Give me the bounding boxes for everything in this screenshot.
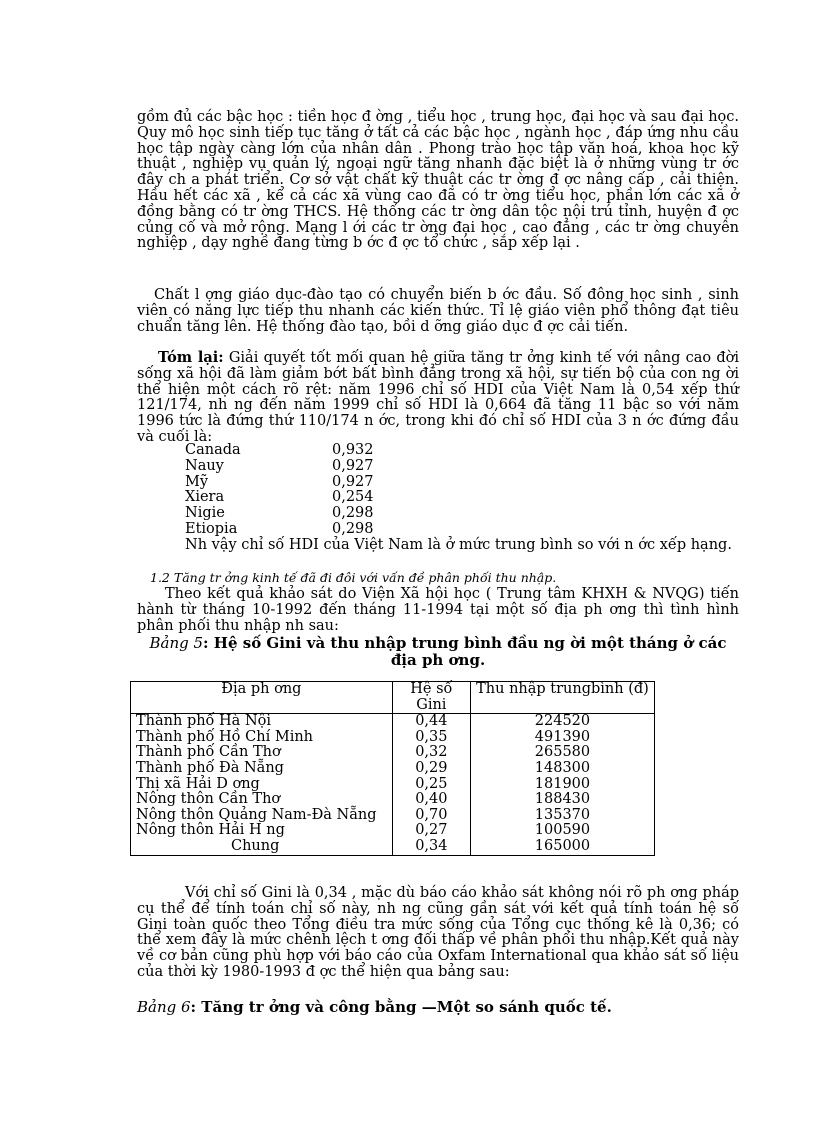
table5-caption-text: : Hệ số Gini và thu nhập trung bình đầu ng ời một tháng ở các địa ph ơng. <box>203 634 727 669</box>
paragraph-education-system: gồm đủ các bậc học : tiền học đ ờng , tiểu học , trung học, đại học và sau đại học. Quy mô học sinh tiếp tục tăng ở tất cả các bậc học , ngành học , đáp ứng nhu cầu học tập ngày càng lớn của nhân dân . Phong trào học tập văn hoá, khoa học kỹ thuật , nghiệp vụ quản lý, ngoại ngữ tăng nhanh đặc biệt là ở những vùng tr ớc đây ch a phát triển. Cơ sở vật chất kỹ thuật các tr ờng đ ợc nâng cấp , cải thiện. Hầu hết các xã , kể cả các xã vùng cao đã có tr ờng tiểu học, phần lớn các xã ở đồng bằng có tr ờng THCS. Hệ thống các tr ờng dân tộc nội trú tỉnh, huyện đ ợc củng cố và mở rộng. Mạng l ới các tr ờng đại học , cao đẳng , các tr ờng chuyên nghiệp , dạy nghề đang từng b ớc đ ợc tổ chức , sắp xếp lại . <box>137 109 739 252</box>
income-cell: 181900 <box>534 775 591 792</box>
hdi-row <box>185 475 374 491</box>
gini-cell: 0,40 <box>415 791 448 808</box>
hdi-row <box>185 443 374 459</box>
hdi-row <box>185 459 374 475</box>
table6-caption-text: : Tăng tr ởng và công bằng —Một so sánh quốc tế. <box>190 998 612 1016</box>
hdi-value: 0,927 <box>332 457 374 474</box>
paragraph-summary <box>137 350 739 446</box>
hdi-country: Nauy <box>185 457 224 474</box>
region-cell: Nông thôn Quảng Nam-Đà Nẵng <box>136 806 377 823</box>
hdi-value: 0,927 <box>332 473 374 490</box>
income-cell: 165000 <box>534 837 591 854</box>
paragraph-gini-analysis: Với chỉ số Gini là 0,34 , mặc dù báo cáo khảo sát không nói rõ ph ơng pháp cụ thể để tính toán chỉ số này, nh ng cũng gần sát với kết quả tính toán hệ số Gini toàn quốc theo Tổng điều tra mức sống của Tổng cục thống kê là 0,36; có thể xem đây là mức chênh lệch t ơng đối thấp về phân phối thu nhập.Kết quả này về cơ bản cũng phù hợp với báo cáo của Oxfam International qua khảo sát số liệu của thời kỳ 1980-1993 đ ợc thể hiện qua bảng sau: <box>137 885 739 980</box>
hdi-value: 0,254 <box>332 489 374 506</box>
gini-cell: 0,25 <box>415 775 448 792</box>
income-cell: 100590 <box>534 822 591 839</box>
income-cell: 224520 <box>534 713 591 730</box>
region-cell: Thị xã Hải D ơng <box>136 775 260 792</box>
paragraph-survey: Theo kết quả khảo sát do Viện Xã hội học ( Trung tâm KHXH & NVQG) tiến hành từ tháng 10-1992 đến tháng 11-1994 tại một số địa ph ơng thì tình hình phân phối thu nhập nh sau: <box>137 586 739 634</box>
hdi-row <box>185 506 374 522</box>
section-heading: 1.2 Tăng tr ởng kinh tế đã đi đôi với vấn đề phân phối thu nhập. <box>150 570 557 585</box>
hdi-country: Etiopia <box>185 520 238 537</box>
region-column <box>131 714 393 855</box>
hdi-country: Nigie <box>185 505 225 522</box>
region-cell: Thành phố Cần Thơ <box>136 744 281 761</box>
income-cell: 188430 <box>534 791 591 808</box>
hdi-country: Canada <box>185 442 241 458</box>
summary-text: Giải quyết tốt mối quan hệ giữa tăng tr ởng kinh tế với nâng cao đời sống xã hội đã làm giảm bớt bất bình đẳng trong xã hội, sự tiến bộ của con ng ời thể hiện một cách rõ rệt: năm 1996 chỉ số HDI của Việt Nam là 0,54 xếp thứ 121/174, nh ng đến năm 1999 chỉ số HDI là 0,664 đã tăng 11 bậc so với năm 1996 tức là đứng thứ 110/174 n ớc, trong khi đó chỉ số HDI của 3 n ớc đứng đầu và cuối là: <box>137 350 739 445</box>
region-cell: Thành phố Hà Nội <box>136 713 271 730</box>
income-cell: 135370 <box>534 806 591 823</box>
hdi-row <box>185 490 374 506</box>
region-cell: Nông thôn Cần Thơ <box>136 791 281 808</box>
hdi-country-list <box>185 443 374 538</box>
table6-caption <box>137 999 612 1016</box>
table5-caption <box>137 635 739 669</box>
hdi-country: Mỹ <box>185 473 209 490</box>
gini-cell: 0,70 <box>415 806 448 823</box>
hdi-value: 0,932 <box>332 442 374 458</box>
hdi-value: 0,298 <box>332 520 374 537</box>
gini-cell: 0,34 <box>415 837 448 854</box>
gini-cell: 0,35 <box>415 728 448 745</box>
paragraph-hdi-conclusion: Nh vậy chỉ số HDI của Việt Nam là ở mức trung bình so với n ớc xếp hạng. <box>185 537 732 553</box>
gini-cell: 0,44 <box>415 713 448 730</box>
gini-cell: 0,32 <box>415 744 448 761</box>
income-cell: 148300 <box>534 759 591 776</box>
income-cell: 491390 <box>534 728 591 745</box>
table6-caption-label: Bảng 6 <box>137 998 191 1016</box>
paragraph-education-quality: Chất l ợng giáo dục-đào tạo có chuyển biến b ớc đầu. Số đông học sinh , sinh viên có năng lực tiếp thu nhanh các kiến thức. Tỉ lệ giáo viên phổ thông đạt tiêu chuẩn tăng lên. Hệ thống đào tạo, bồi d ỡng giáo dục đ ợc cải tiến. <box>137 287 739 335</box>
header-income: Thu nhập trungbình (đ) <box>470 682 654 714</box>
header-gini: Hệ số Gini <box>392 682 470 714</box>
region-cell: Thành phố Hồ Chí Minh <box>136 728 314 745</box>
table-footer-label: Chung <box>231 837 280 854</box>
table-header-row <box>131 682 655 714</box>
header-region: Địa ph ơng <box>131 682 393 714</box>
region-cell: Nông thôn Hải H ng <box>136 822 285 839</box>
region-cell: Thành phố Đà Nẵng <box>136 759 284 776</box>
table-body-row <box>131 714 655 855</box>
gini-column <box>392 714 470 855</box>
hdi-row <box>185 522 374 538</box>
gini-cell: 0,27 <box>415 822 448 839</box>
gini-income-table <box>130 681 655 856</box>
income-column <box>470 714 654 855</box>
gini-cell: 0,29 <box>415 759 448 776</box>
table5-caption-label: Bảng 5 <box>149 634 204 652</box>
hdi-value: 0,298 <box>332 505 374 522</box>
summary-lead: Tóm lại: <box>158 349 224 366</box>
hdi-country: Xiera <box>185 489 225 506</box>
income-cell: 265580 <box>534 744 591 761</box>
